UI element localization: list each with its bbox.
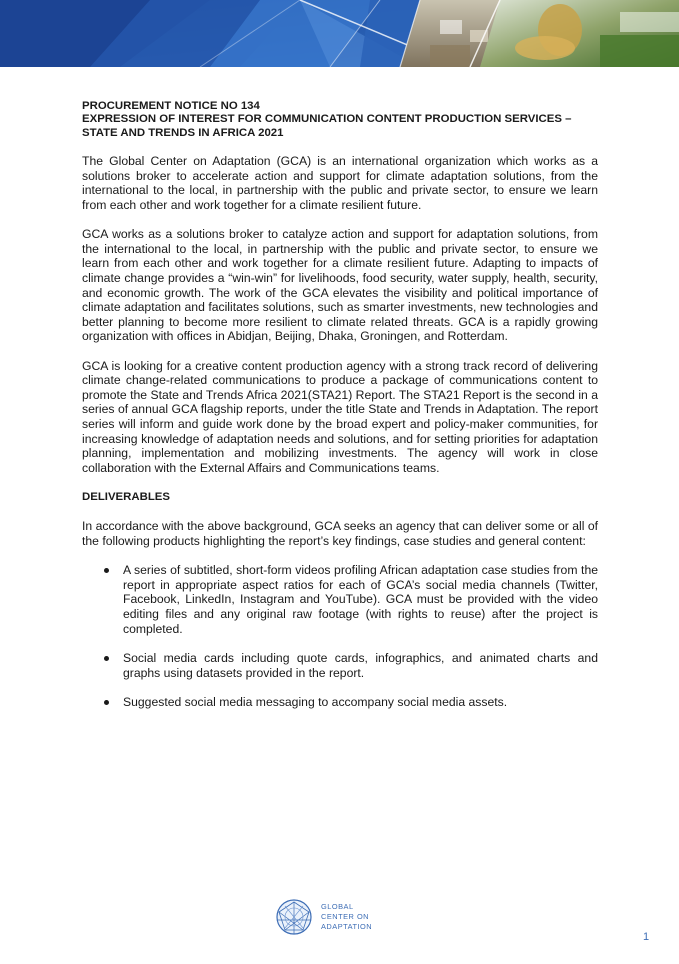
paragraph-about-gca: GCA works as a solutions broker to catalyze action and support for adaptation solutions, from the international to the local, in partnership with the public and private sector, to ensure we learn from each other and work together for a climate resilient future. Adapting to impacts of climate change provides a “win-win” for livelihoods, food security, water supply, health, security, and economic growth. The work of the GCA elevates the visibility and political importance of climate adaptation and facilitates solutions, such as smarter investments, new technologies and better planning to become more resilient to climate related threats. GCA is a rapidly growing organization with offices in Abidjan, Beijing, Dhaka, Groningen, and Rotterdam. xyxy=(82,227,598,344)
deliverables-title: DELIVERABLES xyxy=(82,490,170,503)
list-item xyxy=(82,695,598,710)
list-item xyxy=(82,651,598,680)
globe-logo-icon xyxy=(275,898,313,936)
notice-title-line-2: STATE AND TRENDS IN AFRICA 2021 xyxy=(82,126,284,139)
logo-wordmark xyxy=(321,902,372,932)
notice-number: PROCUREMENT NOTICE NO 134 xyxy=(82,100,260,112)
climate-adaptation-photo-collage-icon xyxy=(0,0,679,67)
notice-heading xyxy=(82,100,598,140)
notice-title-line-1: EXPRESSION OF INTEREST FOR COMMUNICATION CONTENT PRODUCTION SERVICES – xyxy=(82,113,572,126)
document-body xyxy=(82,100,598,725)
page-number: 1 xyxy=(643,931,650,943)
deliverables-intro: In accordance with the above background, GCA seeks an agency that can deliver some or all of the following products highlighting the report’s key findings, case studies and general content: xyxy=(82,519,598,548)
bullet-icon xyxy=(104,656,109,661)
logo-line-1: GLOBAL xyxy=(321,902,354,911)
paragraph-agency-request: GCA is looking for a creative content production agency with a strong track record of delivering climate change-related communications to produce a package of communications content to promote the State and Trends Africa 2021(STA21) Report. The STA21 Report is the second in a series of annual GCA flagship reports, under the title State and Trends in Adaptation. The report series will inform and guide work done by the broad expert and policy-maker communities, for increasing knowledge of adaptation needs and solutions, and for setting priorities for adaptation planning, implementation and mobilizing investments. The agency will work in close collaboration with the External Affairs and Communications teams. xyxy=(82,358,598,475)
deliverable-text: A series of subtitled, short-form videos profiling African adaptation case studies from the report in appropriate aspect ratios for each of GCA’s social media channels (Twitter, Facebook, LinkedIn, Instagram and YouTube). GCA must be provided with the video editing files and any original raw footage (with rights to reuse) after the project is completed. xyxy=(123,563,598,636)
bullet-icon xyxy=(104,700,109,705)
header-banner xyxy=(0,0,679,67)
deliverables-list xyxy=(82,563,598,710)
paragraph-intro: The Global Center on Adaptation (GCA) is an international organization which works as a solutions broker to accelerate action and support for climate adaptation solutions, from the international to the local, in partnership with the public and private sector, to ensure we learn from each other and work together for a climate resilient future. xyxy=(82,154,598,212)
logo-line-2: CENTER ON xyxy=(321,912,370,921)
bullet-icon xyxy=(104,568,109,573)
logo-line-3: ADAPTATION xyxy=(321,922,373,931)
list-item xyxy=(82,563,598,636)
deliverable-text: Social media cards including quote cards, infographics, and animated charts and graphs using datasets provided in the report. xyxy=(123,651,598,680)
deliverable-text: Suggested social media messaging to accompany social media assets. xyxy=(123,695,508,710)
gca-logo xyxy=(275,898,372,936)
